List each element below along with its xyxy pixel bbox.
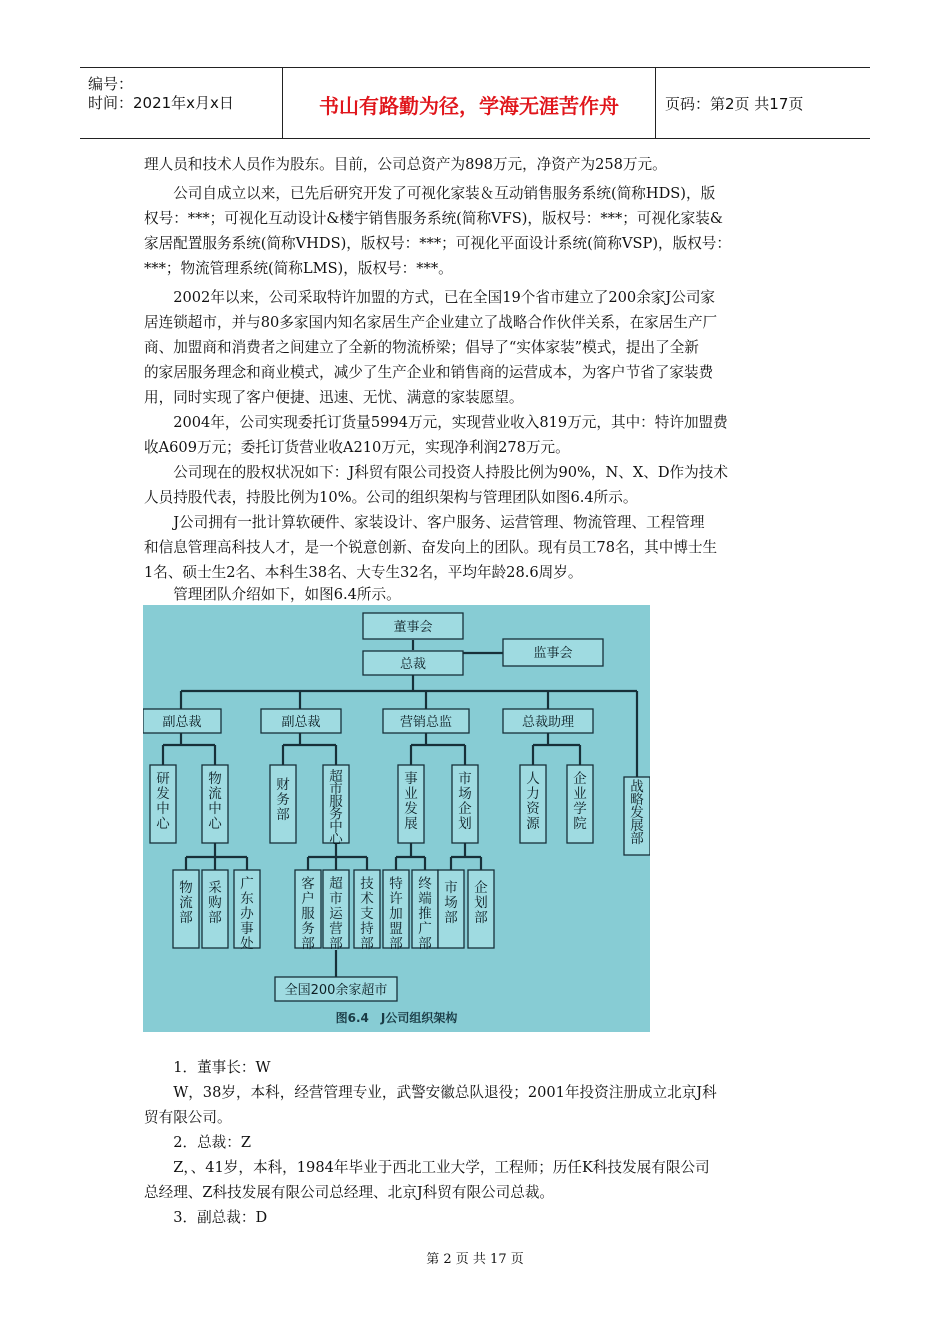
board-label: 董事会 [393,620,433,635]
marketing-director-label: 营销总监 [399,715,453,730]
planning-dept-label: 企划部 [474,880,488,926]
text-line: 1名、硕士生2名、本科生38名、大专生32名，平均年龄28.6周岁。 [144,564,583,581]
vp-label-1: 副总裁 [162,715,202,730]
serial-label: 编号： [88,75,134,93]
text-line: 收A609万元；委托订货营业收A210万元，实现净利润278万元。 [144,439,570,456]
logistics-center-label: 物流中心 [208,771,222,832]
text-line: 理人员和技术人员作为股东。目前，公司总资产为898万元，净资产为258万元。 [144,156,667,173]
text-line: J公司拥有一批计算软硬件、家装设计、客户服务、运营管理、物流管理、工程管理 [144,514,705,531]
customer-service-dept-label: 客户服务部 [301,876,315,952]
text-line: ***；物流管理系统(简称LMS)，版权号：***。 [144,260,453,277]
text-line: 总经理、Z科技发展有限公司总经理、北京J科贸有限公司总裁。 [144,1184,555,1201]
business-dev-label: 事业发展 [404,771,418,832]
text-line: W，38岁，本科，经营管理专业，武警安徽总队退役；2001年投资注册成立北京J科 [144,1084,717,1101]
text-line: 管理团队介绍如下，如图6.4所示。 [144,586,401,603]
org-chart [143,605,650,1032]
text-line: 和信息管理高科技人才，是一个锐意创新、奋发向上的团队。现有员工78名，其中博士生 [144,539,718,556]
hr-label: 人力资源 [526,771,540,832]
franchise-dept-label: 特许加盟部 [389,876,403,952]
logistics-dept-label: 物流部 [179,880,193,926]
tech-support-dept-label: 技术支持部 [360,876,374,952]
strategy-dev-label: 战略发展部 [630,779,644,847]
text-line: 公司现在的股权状况如下：J科贸有限公司投资人持股比例为90%，N、X、D作为技术 [144,464,728,481]
terminal-promotion-dept-label: 终端推广部 [418,876,432,952]
text-line: 用，同时实现了客户便捷、迅速、无忧、满意的家装愿望。 [144,389,524,406]
stores-label: 全国200余家超市 [284,983,388,998]
president-label: 总裁 [399,657,427,672]
motto: 书山有路勤为径，学海无涯苦作舟 [319,94,619,118]
text-line: 家居配置服务系统(简称VHDS)，版权号：***；可视化平面设计系统(简称VSP)，版权号： [144,235,731,252]
text-line: 居连锁超市，并与80多家国内知名家居生产企业建立了战略合作伙伴关系，在家居生产厂 [144,314,718,331]
finance-label: 财务部 [276,777,290,823]
store-service-center-label: 超市服务中心 [329,769,343,848]
market-dept-label: 市场部 [444,880,458,926]
text-line: Z，、41岁，本科，1984年毕业于西北工业大学，工程师；历任K科技发展有限公司 [144,1159,710,1176]
text-line: 3．副总裁：D [144,1209,268,1226]
date-label: 时间：2021年x月x日 [88,94,234,112]
text-line: 1．董事长：W [144,1059,271,1076]
purchasing-dept-label: 采购部 [208,880,222,926]
guangdong-office-label: 广东办事处 [240,876,254,952]
text-line: 公司自成立以来，已先后研究开发了可视化家装＆互动销售服务系统(简称HDS)，版 [144,185,716,202]
supervisors-label: 监事会 [533,646,573,661]
figure-caption: 图6.4 J公司组织架构 [335,1011,458,1025]
page-header [80,67,870,139]
header-left-cell [80,68,283,138]
text-line: 的家居服务理念和商业模式，减少了生产企业和销售商的运营成本，为客户节省了家装费 [144,364,714,381]
store-ops-dept-label: 超市运营部 [329,876,343,952]
market-planning-label: 市场企划 [458,771,472,832]
org-chart-figure [143,605,650,1032]
corporate-college-label: 企业学院 [573,771,587,832]
rd-center-label: 研发中心 [156,771,170,832]
text-line: 商、加盟商和消费者之间建立了全新的物流桥梁；倡导了“实体家装”模式，提出了全新 [144,339,699,356]
text-line: 权号：***；可视化互动设计&楼宇销售服务系统(简称VFS)，版权号：***；可视化家装& [144,210,723,227]
text-line: 2002年以来，公司采取特许加盟的方式，已在全国19个省市建立了200余家J公司家 [144,289,716,306]
page-info: 页码：第2页 共17页 [665,95,804,113]
text-line: 人员持股代表，持股比例为10%。公司的组织架构与管理团队如图6.4所示。 [144,489,638,506]
vp-label-2: 副总裁 [281,715,321,730]
assistant-label: 总裁助理 [521,715,575,730]
header-right-cell [656,68,870,138]
text-line: 2004年，公司实现委托订货量5994万元，实现营业收入819万元，其中：特许加盟费 [144,414,728,431]
header-center-cell [283,68,656,138]
page-footer: 第 2 页 共 17 页 [426,1252,524,1267]
text-line: 2．总裁：Z [144,1134,251,1151]
text-line: 贸有限公司。 [144,1109,232,1126]
